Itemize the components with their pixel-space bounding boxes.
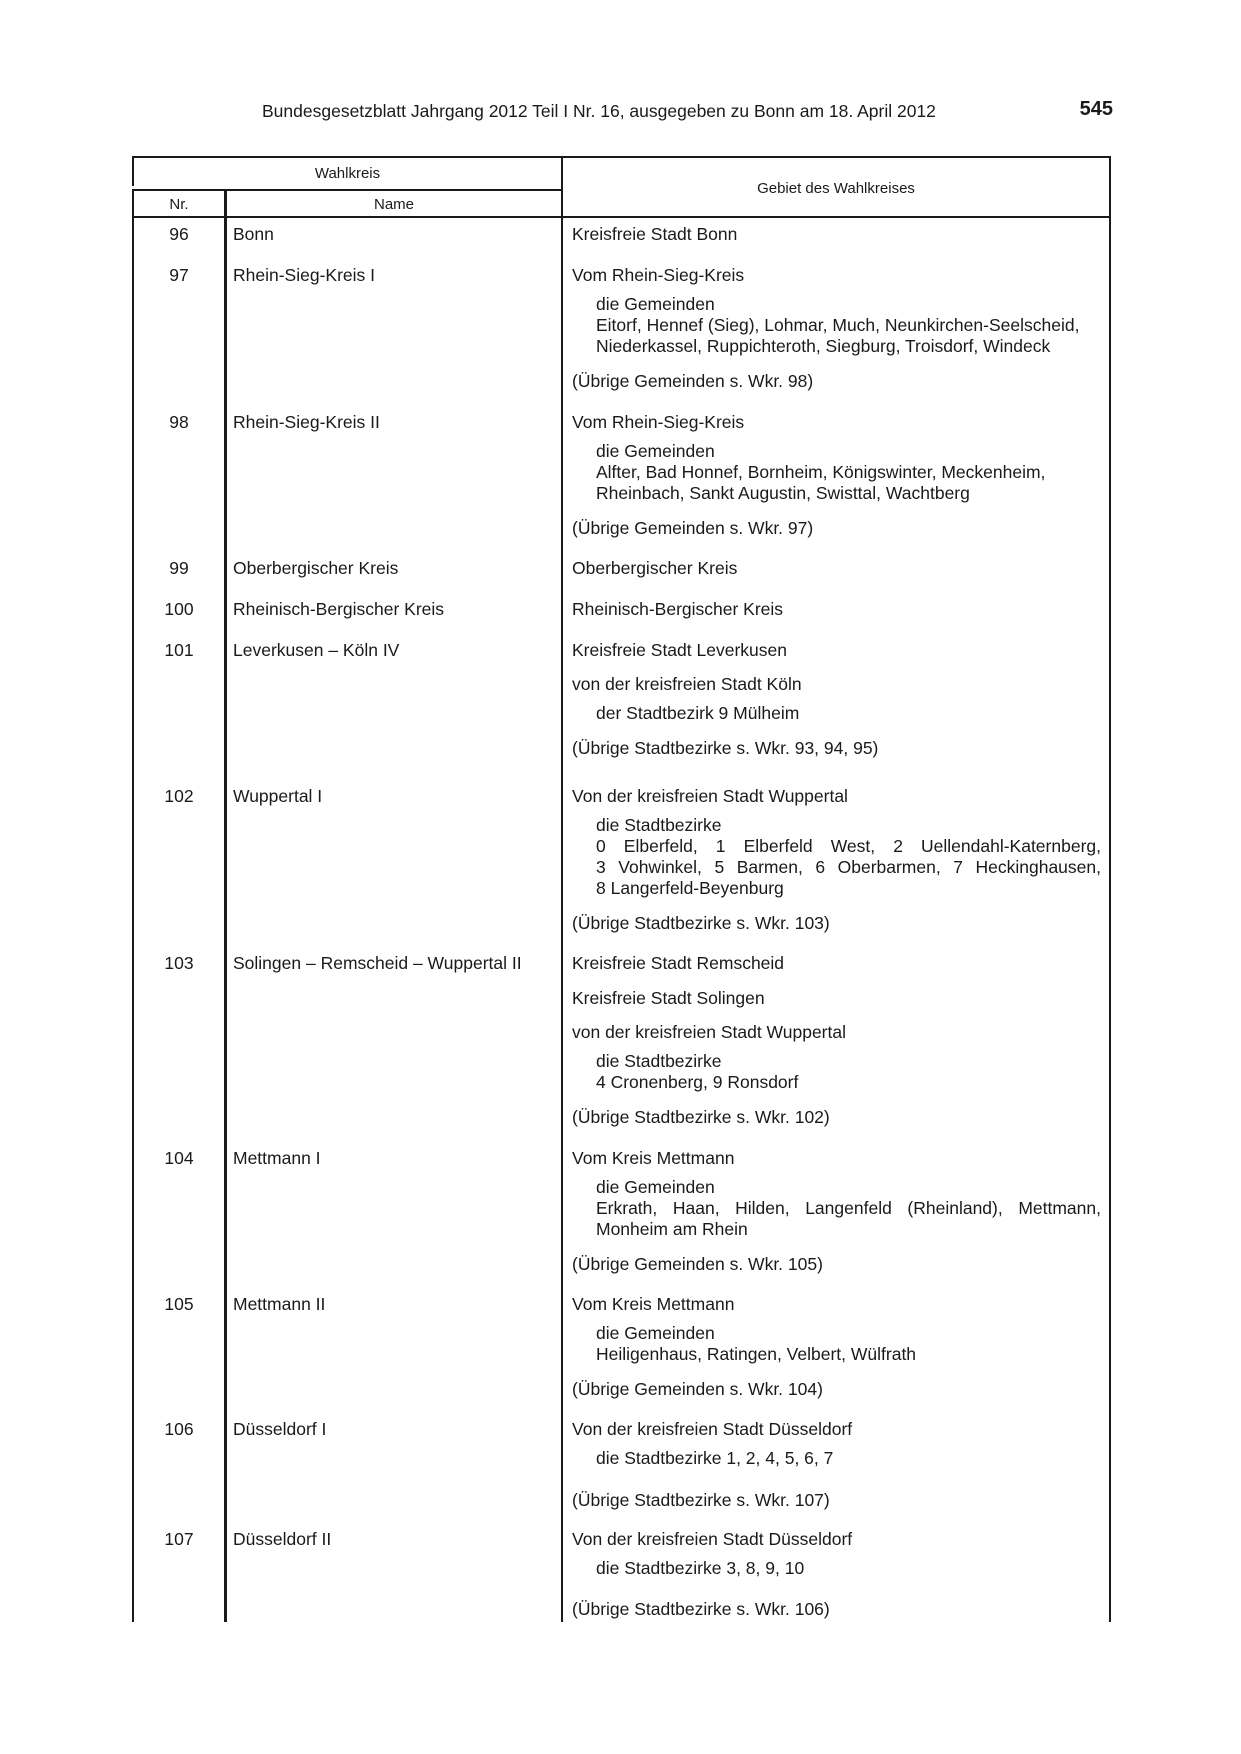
row-nr: 107 [164,1529,194,1549]
row-nr: 100 [164,599,194,619]
area-line: Vom Kreis Mettmann [572,1294,735,1314]
area-line: von der kreisfreien Stadt Köln [572,674,802,694]
row-name: Leverkusen – Köln IV [233,640,400,660]
running-title: Bundesgesetzblatt Jahrgang 2012 Teil I Nr. 16, ausgegeben zu Bonn am 18. April 2012 [262,101,936,121]
area-subline: die Gemeinden [596,1177,715,1197]
row-name: Düsseldorf II [233,1529,332,1549]
area-subline: Erkrath, Haan, Hilden, Langenfeld (Rheinland), Mettmann, [596,1198,1101,1218]
row-nr: 102 [164,786,194,806]
area-note: (Übrige Gemeinden s. Wkr. 104) [572,1379,823,1399]
area-line: Kreisfreie Stadt Leverkusen [572,640,787,660]
area-subline: 4 Cronenberg, 9 Ronsdorf [596,1072,799,1092]
area-line: Vom Rhein-Sieg-Kreis [572,265,745,285]
area-subline: der Stadtbezirk 9 Mülheim [596,703,800,723]
header-split-rule [132,189,563,191]
name-gebiet-divider [561,156,563,1622]
area-note: (Übrige Stadtbezirke s. Wkr. 102) [572,1107,830,1127]
area-line: Von der kreisfreien Stadt Wuppertal [572,786,848,806]
area-line: Von der kreisfreien Stadt Düsseldorf [572,1419,853,1439]
header-gebiet: Gebiet des Wahlkreises [757,180,915,197]
area-subline: die Gemeinden [596,441,715,461]
area-subline: Niederkassel, Ruppichteroth, Siegburg, Troisdorf, Windeck [596,336,1051,356]
area-subline: Eitorf, Hennef (Sieg), Lohmar, Much, Neunkirchen-Seelscheid, [596,315,1080,335]
header-wahlkreis: Wahlkreis [314,165,381,182]
area-subline: die Gemeinden [596,1323,715,1343]
row-nr: 98 [169,412,189,432]
row-nr: 99 [169,558,189,578]
area-line: Oberbergischer Kreis [572,558,738,578]
area-subline: 3 Vohwinkel, 5 Barmen, 6 Oberbarmen, 7 Heckinghausen, [596,857,1101,877]
area-line: Kreisfreie Stadt Remscheid [572,953,785,973]
area-line: von der kreisfreien Stadt Wuppertal [572,1022,846,1042]
area-subline: 8 Langerfeld-Beyenburg [596,878,784,898]
row-name: Mettmann II [233,1294,326,1314]
area-line: Rheinisch-Bergischer Kreis [572,599,784,619]
header-name: Name [373,196,414,213]
row-name: Solingen – Remscheid – Wuppertal II [233,953,522,973]
row-name: Mettmann I [233,1148,321,1168]
row-name: Düsseldorf I [233,1419,327,1439]
area-note: (Übrige Stadtbezirke s. Wkr. 93, 94, 95) [572,738,879,758]
row-nr: 101 [164,640,194,660]
area-subline: Rheinbach, Sankt Augustin, Swisttal, Wachtberg [596,483,970,503]
area-subline: die Stadtbezirke [596,1051,722,1071]
area-line: Kreisfreie Stadt Solingen [572,988,765,1008]
page-number: 545 [1079,98,1113,120]
area-subline: die Gemeinden [596,294,715,314]
area-line: Vom Kreis Mettmann [572,1148,735,1168]
row-name: Oberbergischer Kreis [233,558,399,578]
row-name: Bonn [233,224,274,244]
nr-name-divider [224,189,227,1622]
row-name: Rhein-Sieg-Kreis II [233,412,380,432]
area-subline: Alfter, Bad Honnef, Bornheim, Königswinter, Meckenheim, [596,462,1046,482]
row-name: Rhein-Sieg-Kreis I [233,265,375,285]
area-note: (Übrige Gemeinden s. Wkr. 105) [572,1254,823,1274]
area-subline: 0 Elberfeld, 1 Elberfeld West, 2 Uellendahl-Katernberg, [596,836,1101,856]
area-note: (Übrige Stadtbezirke s. Wkr. 106) [572,1599,830,1619]
area-note: (Übrige Stadtbezirke s. Wkr. 107) [572,1490,830,1510]
row-nr: 96 [169,224,189,244]
row-nr: 106 [164,1419,194,1439]
area-subline: Heiligenhaus, Ratingen, Velbert, Wülfrath [596,1344,917,1364]
area-note: (Übrige Gemeinden s. Wkr. 97) [572,518,814,538]
row-name: Rheinisch-Bergischer Kreis [233,599,445,619]
row-name: Wuppertal I [233,786,323,806]
area-subline: die Stadtbezirke 1, 2, 4, 5, 6, 7 [596,1448,834,1468]
row-nr: 104 [164,1148,194,1168]
row-nr: 103 [164,953,194,973]
area-subline: die Stadtbezirke [596,815,722,835]
area-line: Von der kreisfreien Stadt Düsseldorf [572,1529,853,1549]
row-nr: 105 [164,1294,194,1314]
area-line: Kreisfreie Stadt Bonn [572,224,738,244]
area-subline: die Stadtbezirke 3, 8, 9, 10 [596,1558,805,1578]
header-nr: Nr. [169,196,189,213]
area-subline: Monheim am Rhein [596,1219,748,1239]
header-bottom-rule [132,216,1111,218]
left-border [132,189,134,1622]
area-line: Vom Rhein-Sieg-Kreis [572,412,745,432]
area-note: (Übrige Gemeinden s. Wkr. 98) [572,371,814,391]
table-top-rule [132,156,1111,158]
area-note: (Übrige Stadtbezirke s. Wkr. 103) [572,913,830,933]
row-nr: 97 [169,265,189,285]
right-border [1109,156,1111,1622]
